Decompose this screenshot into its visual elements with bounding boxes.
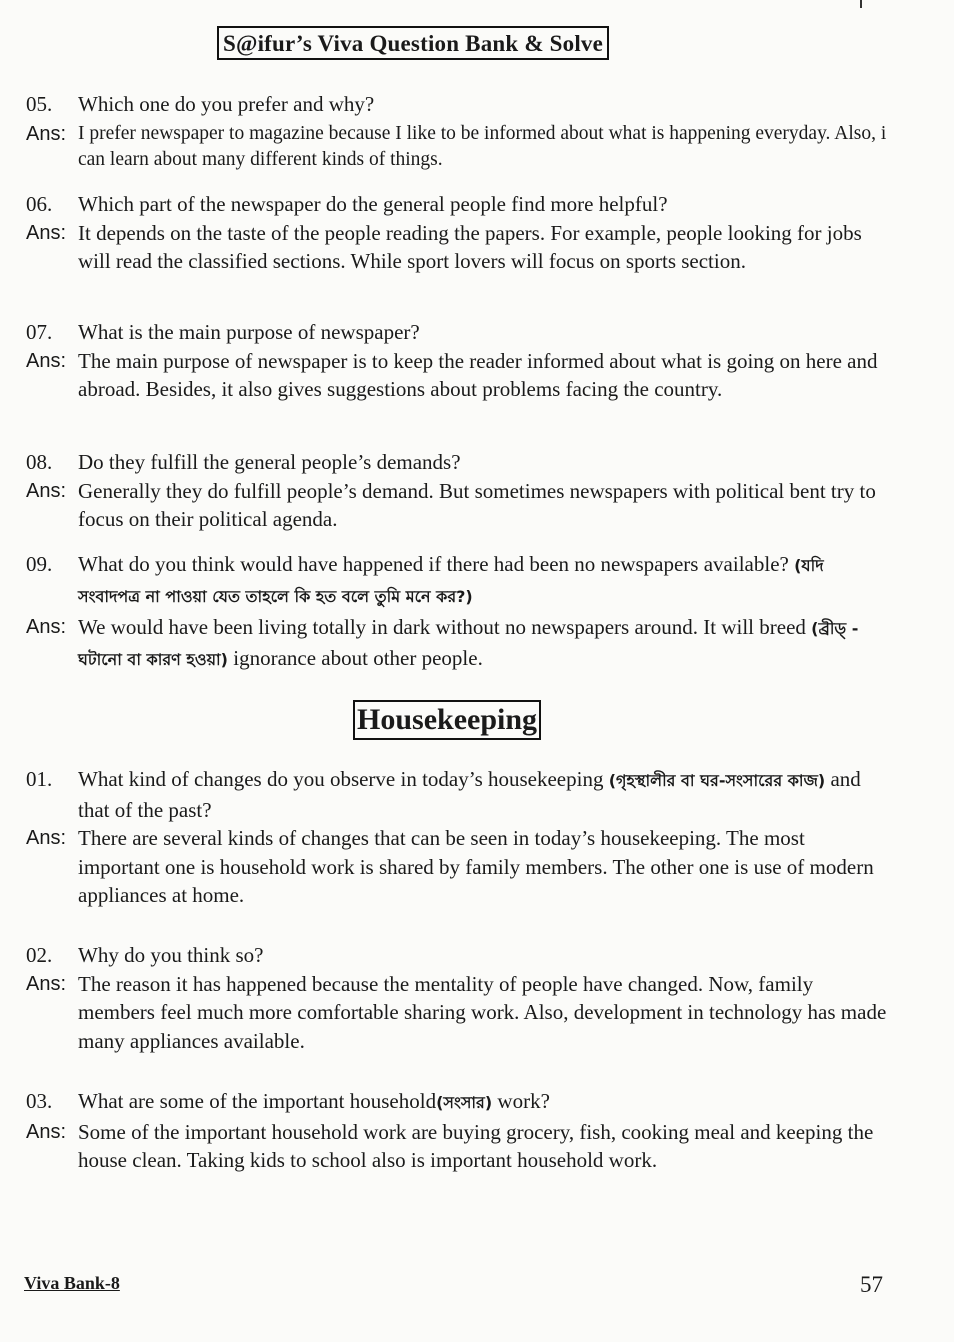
page-corner-mark xyxy=(860,0,862,8)
page-header-title: S@ifur’s Viva Question Bank & Solve xyxy=(217,26,609,60)
question-text-bangla: (গৃহস্থালীর বা ঘর-সংসারের কাজ) xyxy=(608,771,826,790)
qa-item-h01 xyxy=(26,765,890,910)
answer-text: There are several kinds of changes that can be seen in today’s housekeeping. The most important one is household work is shared by family members. The other one is use of modern appliances at home. xyxy=(78,826,874,907)
question-text: Do they fulfill the general people’s demands? xyxy=(78,450,461,474)
question-text-pre: What kind of changes do you observe in today’s housekeeping xyxy=(78,767,604,791)
answer-text: I prefer newspaper to magazine because I like to be informed about what is happening everyday. Also, i can learn about many different kinds of things. xyxy=(78,122,887,170)
qa-item-05 xyxy=(26,90,890,173)
question-number: 01. xyxy=(26,767,53,791)
question-text-post: and that of the past? xyxy=(78,767,861,822)
footer-book-label: Viva Bank-8 xyxy=(24,1273,120,1293)
question-number: 03. xyxy=(26,1089,53,1113)
question-text-pre: What are some of the important household xyxy=(78,1089,437,1113)
answer-label: Ans: xyxy=(26,479,67,502)
answer-text xyxy=(78,613,890,674)
answer-text: The main purpose of newspaper is to keep the reader informed about what is going on here and abroad. Besides, it also gives suggestions about problems facing the country. xyxy=(78,348,878,401)
section-heading-housekeeping: Housekeeping xyxy=(353,700,541,740)
answer-text-bangla: (ব্রীড্ - ঘটানো বা কারণ হওয়া) xyxy=(78,619,859,669)
answer-text: Generally they do fulfill people’s demand. But sometimes newspapers with political bent try to focus on their political agenda. xyxy=(78,478,876,531)
question-text-en: What do you think would have happened if there had been no newspapers available? xyxy=(78,552,789,576)
question-number: 07. xyxy=(26,320,53,344)
question-number: 05. xyxy=(26,92,53,116)
question-number: 06. xyxy=(26,192,53,216)
page-number: 57 xyxy=(860,1272,883,1297)
answer-text-post: ignorance about other people. xyxy=(233,645,483,670)
question-text: What is the main purpose of newspaper? xyxy=(78,320,420,344)
qa-item-08 xyxy=(26,448,890,534)
qa-item-h03 xyxy=(26,1087,890,1175)
qa-item-h02 xyxy=(26,941,890,1055)
answer-text: The reason it has happened because the mentality of people have changed. Now, family members feel much more comfortable sharing work. Also, development in technology has made many appliances available. xyxy=(78,971,887,1053)
question-text-bangla: (যদি সংবাদপত্র না পাওয়া যেত তাহলে কি হত বলে তুমি মনে কর?) xyxy=(78,556,824,606)
qa-item-07 xyxy=(26,318,890,404)
question-text xyxy=(78,550,890,611)
question-number: 08. xyxy=(26,450,53,474)
question-text: Which part of the newspaper do the general people find more helpful? xyxy=(78,192,668,216)
qa-item-06 xyxy=(26,190,890,276)
question-text: Why do you think so? xyxy=(78,943,264,967)
question-number: 09. xyxy=(26,552,53,576)
question-text-bangla: (সংসার) xyxy=(436,1093,493,1112)
qa-item-09 xyxy=(26,550,890,674)
question-number: 02. xyxy=(26,943,53,967)
answer-text: It depends on the taste of the people reading the papers. For example, people looking for jobs will read the classified sections. While sport lovers will focus on sports section. xyxy=(78,220,862,273)
answer-label: Ans: xyxy=(26,1120,67,1143)
answer-text: Some of the important household work are buying grocery, fish, cooking meal and keeping the house clean. Taking kids to school also is important household work. xyxy=(78,1119,874,1172)
answer-label: Ans: xyxy=(26,972,67,995)
answer-text-pre: We would have been living totally in dark without no newspapers around. It will breed xyxy=(78,615,806,639)
answer-label: Ans: xyxy=(26,221,67,244)
answer-label: Ans: xyxy=(26,349,67,372)
question-text: Which one do you prefer and why? xyxy=(78,92,375,116)
question-text xyxy=(78,765,890,824)
answer-label: Ans: xyxy=(26,616,67,638)
question-text-post: work? xyxy=(497,1089,550,1113)
question-text xyxy=(78,1087,890,1118)
answer-label: Ans: xyxy=(26,827,67,849)
answer-label: Ans: xyxy=(26,122,67,145)
